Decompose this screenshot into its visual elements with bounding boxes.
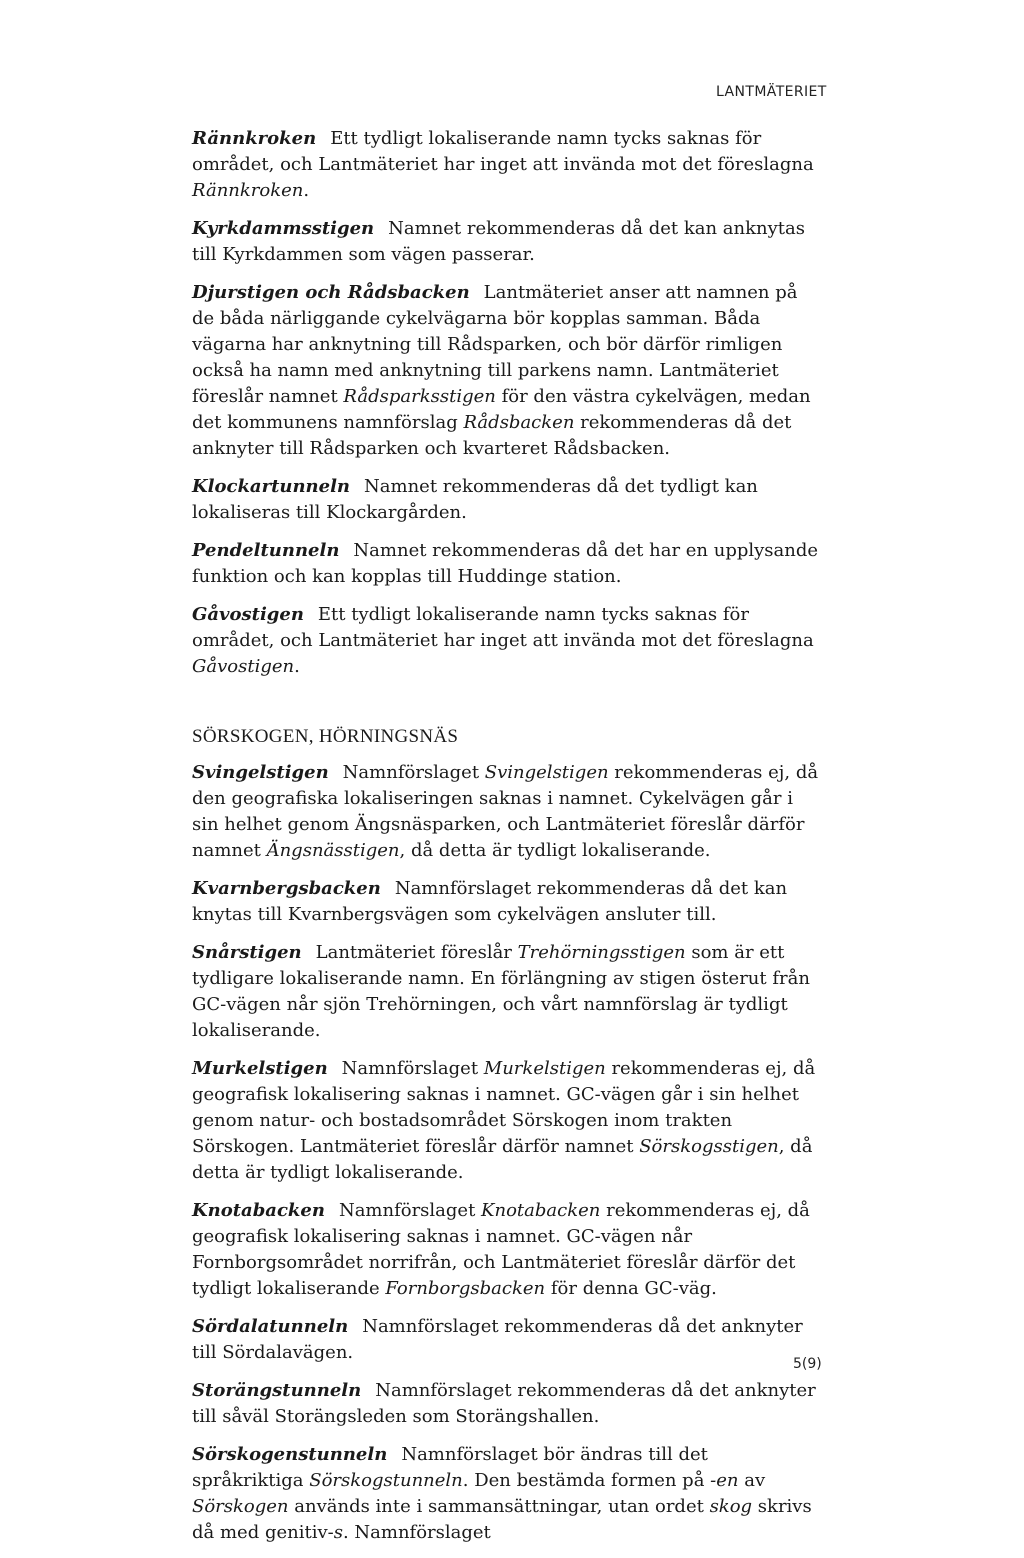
entry-entries2-4 <box>192 1198 820 1302</box>
entry-text-segment: skrivs då med genitiv- <box>192 1496 812 1543</box>
entry-entries2-3 <box>192 1056 820 1186</box>
entry-text-segment: Namnförslaget rekommenderas då det anknyter till Sördalavägen. <box>192 1316 803 1363</box>
entry-group-1 <box>192 126 820 680</box>
entry-italic-segment: Svingelstigen <box>484 762 609 783</box>
entry-italic-segment: Gåvostigen <box>192 656 295 677</box>
entry-term: Sördalatunneln <box>192 1316 349 1337</box>
entry-term: Sörskogenstunneln <box>192 1444 388 1465</box>
entry-text-segment: . <box>294 656 300 677</box>
entry-text-segment: Namnet rekommenderas då det tydligt kan lokaliseras till Klockargården. <box>192 476 758 523</box>
entry-italic-segment: Ängsnässtigen <box>266 840 400 861</box>
entry-entries2-1 <box>192 876 820 928</box>
entry-term: Djurstigen och Rådsbacken <box>192 282 470 303</box>
entry-text-segment: Lantmäteriet föreslår <box>315 942 518 963</box>
entry-entries1-2 <box>192 280 820 462</box>
entry-term: Kvarnbergsbacken <box>192 878 381 899</box>
entry-italic-segment: skog <box>709 1496 753 1517</box>
entry-entries1-4 <box>192 538 820 590</box>
entry-italic-segment: Trehörningsstigen <box>517 942 686 963</box>
entry-text-segment: rekommenderas ej, då geografisk lokalisering saknas i namnet. GC-vägen går i sin helhet genom natur- och bostadsområdet Sörskogen inom trakten Sörskogen. Lantmäteriet föreslår därför namnet <box>192 1058 816 1157</box>
entry-entries2-6 <box>192 1378 820 1430</box>
entry-entries1-1 <box>192 216 820 268</box>
entry-text-segment: används inte i sammansättningar, utan ordet <box>288 1496 710 1517</box>
entry-term: Pendeltunneln <box>192 540 340 561</box>
entry-term: Storängstunneln <box>192 1380 362 1401</box>
entry-italic-segment: Sörskogstunneln <box>309 1470 463 1491</box>
entry-entries2-0 <box>192 760 820 864</box>
entry-text-segment: rekommenderas ej, då geografisk lokalisering saknas i namnet. GC-vägen når Fornborgsområdet norrifrån, och Lantmäteriet föreslår därför det tydligt lokaliserande <box>192 1200 810 1299</box>
entry-entries1-5 <box>192 602 820 680</box>
entry-text-segment: . <box>303 180 310 201</box>
entry-text-segment: , då detta är tydligt lokaliserande. <box>399 840 711 861</box>
entry-text-segment: Namnet rekommenderas då det kan anknytas till Kyrkdammen som vägen passerar. <box>192 218 805 265</box>
entry-term: Klockartunneln <box>192 476 351 497</box>
entry-text-segment: Namnförslaget rekommenderas då det anknyter till såväl Storängsleden som Storängshallen. <box>192 1380 816 1427</box>
entry-term: Murkelstigen <box>192 1058 328 1079</box>
document-body <box>192 126 820 1558</box>
entry-text-segment: rekommenderas då det anknyter till Rådsparken och kvarteret Rådsbacken. <box>192 412 792 459</box>
entry-text-segment: för denna GC-väg. <box>545 1278 717 1299</box>
entry-italic-segment: Fornborgsbacken <box>385 1278 546 1299</box>
entry-italic-segment: Sörskogsstigen <box>639 1136 779 1157</box>
entry-text-segment: som är ett tydligare lokaliserande namn. En förlängning av stigen österut från GC-vägen når sjön Trehörningen, och vårt namnförslag är tydligt lokaliserande. <box>192 942 810 1041</box>
entry-entries2-2 <box>192 940 820 1044</box>
entry-italic-segment: -en <box>710 1470 739 1491</box>
entry-term: Knotabacken <box>192 1200 325 1221</box>
entry-text-segment: Ett tydligt lokaliserande namn tycks saknas för området, och Lantmäteriet har inget att invända mot det föreslagna <box>192 128 814 175</box>
entry-italic-segment: Sörskogen <box>192 1496 289 1517</box>
entry-text-segment: Namnförslaget <box>342 762 485 783</box>
entry-entries1-0 <box>192 126 820 204</box>
entry-text-segment: Lantmäteriet anser att namnen på de båda närliggande cykelvägarna bör kopplas samman. Båda vägarna har anknytning till Rådsparken, och bör därför rimligen också ha namn med anknytning till parkens namn. Lantmäteriet föreslår namnet <box>192 282 798 407</box>
entry-term: Gåvostigen <box>192 604 304 625</box>
entry-term: Kyrkdammsstigen <box>192 218 375 239</box>
entry-entries2-5 <box>192 1314 820 1366</box>
entry-text-segment: av <box>738 1470 766 1491</box>
page-number: 5(9) <box>793 1356 822 1372</box>
entry-text-segment: Namnförslaget bör ändras till det språkriktiga <box>192 1444 708 1491</box>
entry-italic-segment: Rådsparksstigen <box>343 386 496 407</box>
entry-text-segment: Namnet rekommenderas då det har en upplysande funktion och kan kopplas till Huddinge station. <box>192 540 819 587</box>
entry-text-segment: . Namnförslaget <box>342 1522 491 1543</box>
entry-entries2-7 <box>192 1442 820 1546</box>
entry-entries1-3 <box>192 474 820 526</box>
entry-italic-segment: Rännkroken <box>192 180 304 201</box>
entry-term: Rännkroken <box>192 128 317 149</box>
entry-term: Svingelstigen <box>192 762 329 783</box>
entry-italic-segment: Knotabacken <box>481 1200 601 1221</box>
entry-text-segment: Namnförslaget <box>341 1058 484 1079</box>
entry-text-segment: Ett tydligt lokaliserande namn tycks saknas för området, och Lantmäteriet har inget att invända mot det föreslagna <box>192 604 814 651</box>
entry-text-segment: , då detta är tydligt lokaliserande. <box>192 1136 813 1183</box>
entry-term: Snårstigen <box>192 942 302 963</box>
entry-text-segment: Namnförslaget <box>338 1200 482 1221</box>
entry-italic-segment: Murkelstigen <box>483 1058 606 1079</box>
entry-group-2 <box>192 760 820 1546</box>
section-heading: SÖRSKOGEN, HÖRNINGSNÄS <box>192 726 459 747</box>
entry-text-segment: rekommenderas ej, då den geografiska lokaliseringen saknas i namnet. Cykelvägen går i sin helhet genom Ängsnäsparken, och Lantmäteriet föreslår därför namnet <box>192 762 819 861</box>
entry-text-segment: för den västra cykelvägen, medan det kommunens namnförslag <box>192 386 811 433</box>
organization-header: LANTMÄTERIET <box>716 84 827 100</box>
entry-text-segment: Namnförslaget rekommenderas då det kan knytas till Kvarnbergsvägen som cykelvägen ansluter till. <box>192 878 788 925</box>
entry-italic-segment: Rådsbacken <box>463 412 575 433</box>
entry-italic-segment: s <box>333 1522 343 1543</box>
entry-text-segment: . Den bestämda formen på <box>462 1470 711 1491</box>
